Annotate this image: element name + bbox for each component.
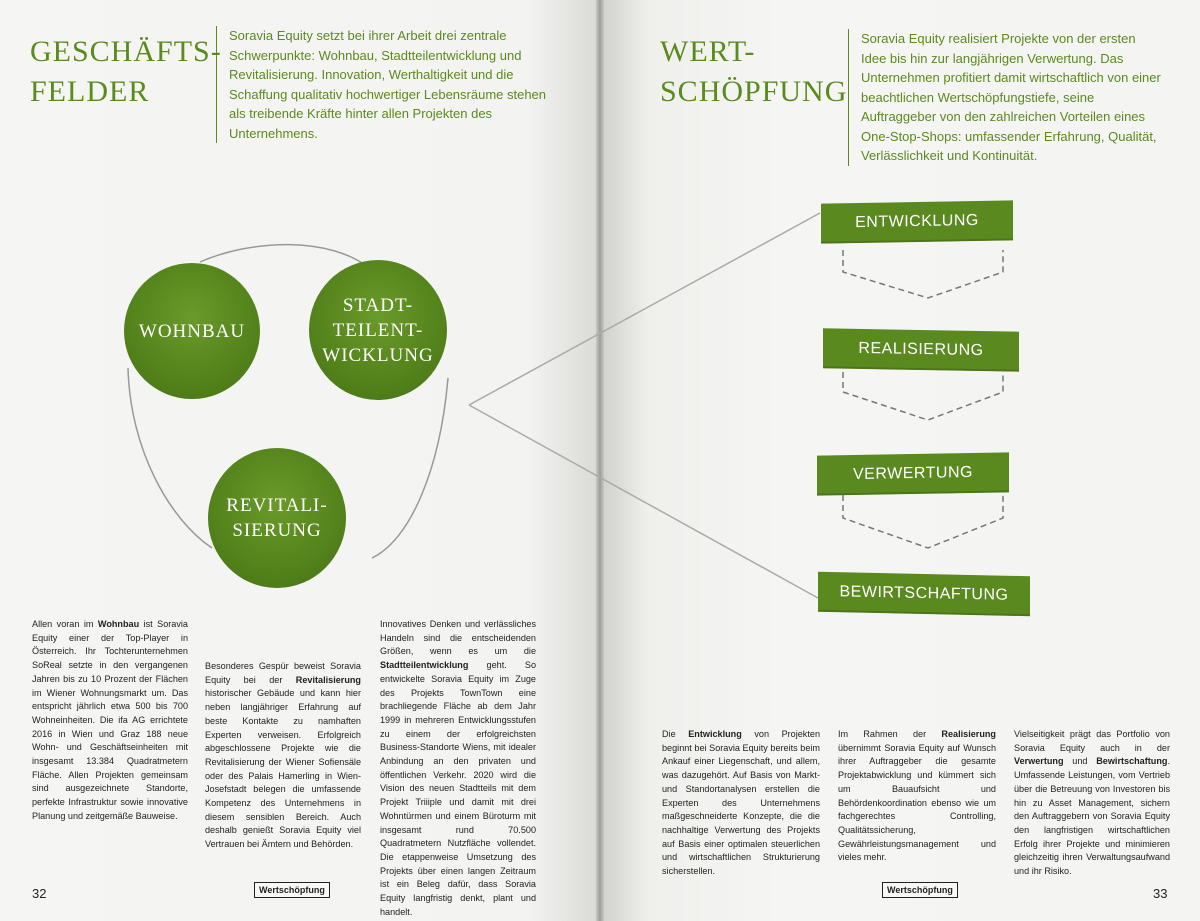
circle-revitalisierung (208, 448, 346, 588)
circle-revital-line-1: REVITALI- (226, 495, 328, 516)
text-run: übernimmt Soravia Equity auf Wunsch ihrer Auftraggeber die gesamte Projektabwicklung und kümmert sich um Bauaufsicht und Behördenkoordination ebenso wie um fachgerechtes Controlling, Qualitätssicherung, Gewährleistungsmanagement und vieles mehr. (838, 742, 996, 863)
circle-wohnbau (124, 263, 260, 399)
text-run: Im Rahmen der (838, 729, 942, 739)
text-run: Besonderes Gespür beweist Soravia Equity bei der (205, 661, 361, 685)
right-title-line-2: SCHÖPFUNG (660, 75, 848, 108)
left-title-line-1: GESCHÄFTS- (30, 35, 222, 68)
page-number-right: 33 (1153, 886, 1168, 901)
circle-stadt-line-1: STADT- (342, 294, 414, 316)
text-run: ist Soravia Equity einer der Top-Player in Österreich. Ihr Tochterunternehmen SoReal setzte in den vergangenen Jahren bis zu 10 Prozent der Flächen im Wiener Wohnungsmarkt um. Das entspricht jährlich etwa 500 bis 700 Wohneinheiten. Die ifa AG errichtete 2016 in Wien und Graz 188 neue Wohn- und Geschäftseinheiten mit insgesamt 13.384 Quadratmetern Fläche. Allen Projekten gemeinsam sind ausgezeichnete Standorte, perfekte Infrastruktur sowie innovative Planung und zeitgemäße Bauweise. (32, 619, 188, 821)
right-text-column-1 (662, 728, 820, 879)
text-run: und (1063, 756, 1097, 767)
circle-stadt-line-2: TEILENT- (332, 319, 424, 341)
bold-keyword: Entwicklung (688, 729, 742, 739)
right-title-line-1: WERT- (660, 35, 756, 68)
text-run: Vielseitigkeit prägt das Portfolio von Soravia Equity auch in der (1014, 729, 1170, 753)
bold-keyword: Stadtteilentwicklung (380, 660, 469, 671)
text-run: von Projekten beginnt bei Soravia Equity bereits beim Ankauf einer Liegenschaft, und allem, was dazugehört. Auf Basis von Markt- und Standortanalysen erstellen die Experten des Unternehmens maßgeschneiderte Konzepte, die die nachhaltige Verwertung des Projekts auf Basis einer optimalen steuerlichen und wirtschaftlichen Strukturierung sicherstellen. (662, 729, 820, 877)
left-text-column-2 (205, 660, 361, 852)
text-run: historischer Gebäude und kann hier neben langjähriger Erfahrung auf beste Kontakte zu namhaften Experten verweisen. Erfolgreich abgeschlossene Projekte wie die Revitalisierung der Wiener Sofiensäle oder des Palais Hamerling in Wien-Josefstadt belegen die umfassende Kompetenz des Unternehmens in diesem sensiblen Bereich. Auch deshalb genießt Soravia Equity viel Vertrauen bei Ämtern und Behörden. (205, 688, 361, 850)
right-title (660, 32, 847, 112)
step-realisierung-label: REALISIERUNG (858, 339, 984, 360)
text-run: Die (662, 729, 689, 739)
left-intro: Soravia Equity setzt bei ihrer Arbeit drei zentrale Schwerpunkte: Wohnbau, Stadtteilentwicklung und Revitalisierung. Innovation, Werthaltigkeit und die Schaffung qualitativ hochwertiger Lebensräume stehen als treibende Kräfte hinter allen Projekten des Unternehmens. (216, 26, 547, 143)
circle-stadtteilentwicklung (309, 260, 447, 400)
section-tag-left: Wertschöpfung (254, 882, 330, 898)
step-bewirtschaftung-label: BEWIRTSCHAFTUNG (839, 583, 1009, 604)
step-verwertung-label: VERWERTUNG (853, 463, 973, 484)
left-title-line-2: FELDER (30, 75, 150, 108)
circle-stadt-line-3: WICKLUNG (322, 344, 434, 366)
bold-keyword: Revitalisierung (295, 674, 361, 685)
bold-keyword: Verwertung (1014, 756, 1064, 767)
right-intro: Soravia Equity realisiert Projekte von der ersten Idee bis hin zur langjährigen Verwertung. Das Unternehmen profitiert damit wirtschaftlich von einer beachtlichen Wertschöpfungstiefe, seine Auftraggeber von den zahlreichen Vorteilen eines One-Stop-Shops: umfassender Erfahrung, Qualität, Verlässlichkeit und Kontinuität. (848, 29, 1161, 166)
circle-revital-line-2: SIERUNG (232, 520, 322, 541)
step-entwicklung (821, 200, 1013, 243)
left-text-column-1 (32, 618, 188, 824)
step-entwicklung-label: ENTWICKLUNG (855, 211, 979, 232)
circle-wohnbau-label: WOHNBAU (138, 320, 246, 342)
section-tag-right: Wertschöpfung (882, 882, 958, 898)
right-text-column-2 (838, 728, 996, 865)
left-text-column-3 (380, 618, 536, 919)
page-number-left: 32 (32, 886, 47, 901)
step-realisierung (823, 328, 1019, 371)
text-run: . Umfassende Leistungen, vom Vertrieb über die Betreuung von Investoren bis hin zu Asset Management, sichern den Auftraggebern von Soravia Equity den langfristigen wirtschaftlichen Erfolg ihrer Projekte und minimieren gleichzeitig ihren Verwaltungsaufwand und ihr Risiko. (1014, 756, 1170, 877)
text-run: geht. So entwickelte Soravia Equity im Zuge des Projekts TownTown eine brachliegende Fläche ab dem Jahr 1999 in mehreren Entwicklungsstufen zu einem der erfolgreichsten Business-Standorte Wiens, mit idealer Anbindung an den privaten und öffentlichen Verkehr. 2020 wird die Vision des neuen Stadtteils mit dem Projekt Triiiple und damit mit drei Wohntürmen und einem Büroturm mit insgesamt rund 70.500 Quadratmetern Nutzfläche vollendet. Die etappenweise Umsetzung des Projekts über einen langen Zeitraum ist ein Beleg dafür, dass Soravia Equity langfristig denkt, plant und handelt. (380, 660, 536, 917)
step-verwertung (817, 452, 1009, 495)
text-run: Allen voran im (32, 619, 98, 629)
text-run: Innovatives Denken und verlässliches Handeln sind die entscheidenden Größen, wenn es um die (380, 619, 536, 657)
step-bewirtschaftung (818, 572, 1030, 616)
bold-keyword: Bewirtschaftung (1096, 756, 1168, 767)
right-text-column-3 (1014, 728, 1170, 879)
bold-keyword: Wohnbau (97, 619, 140, 629)
bold-keyword: Realisierung (941, 729, 996, 739)
